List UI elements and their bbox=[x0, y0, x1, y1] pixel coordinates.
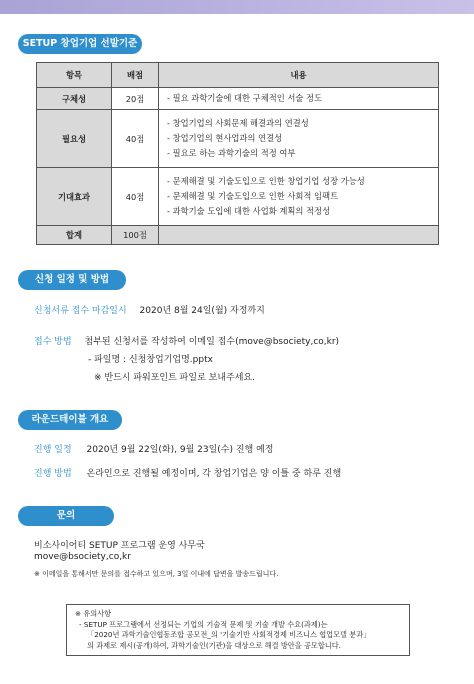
deadline-label: 신청서류 접수 마감일시 bbox=[34, 306, 127, 316]
method-line bbox=[34, 334, 339, 347]
method-value: 첨부된 신청서를 작성하여 이메일 접수(move@bsociety,co,kr) bbox=[84, 337, 340, 347]
notice-line: 「2020년 과학기술인협동조합 공모전_의 '기술기반 사회적경제 비즈니스 협업모델 분과」 bbox=[87, 630, 371, 639]
contact-email: move@bsociety,co,kr bbox=[34, 552, 131, 562]
progress-method-label: 진행 방법 bbox=[34, 469, 72, 479]
notice-title: ※ 유의사항 bbox=[75, 609, 112, 618]
deadline-value: 2020년 8월 24일(월) 자정까지 bbox=[139, 306, 265, 316]
schedule-line bbox=[34, 442, 273, 455]
progress-method-line bbox=[34, 466, 341, 479]
schedule-value: 2020년 9월 22일(화), 9월 23일(수) 진행 예정 bbox=[86, 445, 274, 455]
total-label: 합계 bbox=[37, 226, 112, 245]
column-header: 내용 bbox=[159, 63, 439, 88]
column-header: 배점 bbox=[112, 63, 159, 88]
description-item: - 과학기술 도입에 대한 사업화 계획의 적정성 bbox=[167, 206, 331, 216]
file-format-note: ※ 반드시 파워포인트 파일로 보내주세요. bbox=[94, 373, 255, 383]
section-pill-contact bbox=[18, 506, 114, 526]
description-item: - 필요로 하는 과학기술의 적정 여부 bbox=[167, 148, 296, 158]
section-title: 라운드테이블 개요 bbox=[31, 414, 109, 425]
section-pill-roundtable bbox=[18, 410, 122, 430]
contact-org: 비소사이어티 SETUP 프로그램 운영 사무국 bbox=[34, 541, 205, 551]
contact-note: ※ 이메일을 통해서만 문의를 접수하고 있으며, 3일 이내에 답변을 발송드립니다. bbox=[34, 570, 279, 578]
description-item: - 문제해결 및 기술도입으로 인한 사회적 임팩트 bbox=[167, 191, 339, 201]
notice-box bbox=[66, 604, 410, 656]
score-cell: 40점 bbox=[112, 110, 159, 168]
description-cell bbox=[159, 88, 439, 110]
filename-line: - 파일명 : 신청창업기업명.pptx bbox=[88, 355, 213, 365]
section-title: 문의 bbox=[56, 510, 76, 521]
description-item: - 창업기업의 현사업과의 연결성 bbox=[167, 133, 283, 143]
table-row bbox=[37, 168, 439, 226]
section-title: 신청 일정 및 방법 bbox=[34, 274, 110, 285]
score-cell: 40점 bbox=[112, 168, 159, 226]
description-item: - 창업기업의 사회문제 해결과의 연결성 bbox=[167, 118, 309, 128]
category-cell: 구체성 bbox=[37, 88, 112, 110]
method-label: 접수 방법 bbox=[34, 337, 72, 347]
description-item: - 문제해결 및 기술도입으로 인한 창업기업 성장 가능성 bbox=[167, 176, 365, 186]
notice-line: - SETUP 프로그램에서 선정되는 기업의 기술적 문제 및 기술 개발 수요(과제)는 bbox=[79, 619, 328, 629]
total-row bbox=[37, 226, 439, 245]
category-cell: 기대효과 bbox=[37, 168, 112, 226]
section-pill-criteria bbox=[18, 34, 142, 54]
total-score: 100점 bbox=[112, 226, 159, 245]
deadline-line bbox=[34, 303, 265, 316]
table-row bbox=[37, 88, 439, 110]
section-pill-application bbox=[18, 270, 126, 290]
description-cell bbox=[159, 110, 439, 168]
schedule-label: 진행 일정 bbox=[34, 445, 72, 455]
category-cell: 필요성 bbox=[37, 110, 112, 168]
total-empty-cell bbox=[159, 226, 439, 245]
score-cell: 20점 bbox=[112, 88, 159, 110]
description-cell bbox=[159, 168, 439, 226]
table-header-row bbox=[37, 63, 439, 88]
criteria-table bbox=[36, 62, 439, 245]
progress-method-value: 온라인으로 진행될 예정이며, 각 창업기업은 양 이틀 중 하루 진행 bbox=[86, 469, 342, 479]
description-item: - 필요 과학기술에 대한 구체적인 서술 정도 bbox=[167, 93, 323, 103]
column-header: 항목 bbox=[37, 63, 112, 88]
section-title: SETUP 창업기업 선발기준 bbox=[22, 38, 138, 49]
header-gradient-bar bbox=[0, 0, 474, 14]
notice-line: 의 과제로 제시(공개)하여, 과학기술인(기관)을 대상으로 해결 방안을 공모합니다. bbox=[87, 640, 341, 650]
table-row bbox=[37, 110, 439, 168]
